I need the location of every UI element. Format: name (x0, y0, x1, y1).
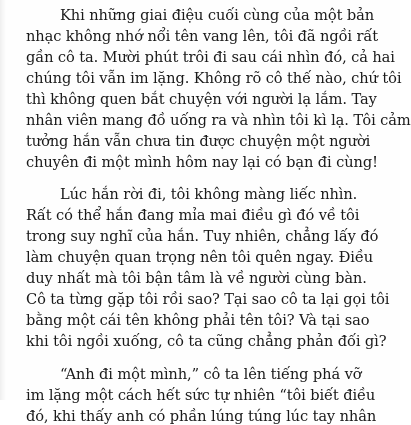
text-line: Khi những giai điệu cuối cùng của một bản (60, 7, 375, 24)
text-line: Rất có thể hắn đang mỉa mai điều gì đó về tôi (26, 207, 360, 224)
text-line: làm chuyện quan trọng nên tôi quên ngay. Điều (26, 249, 374, 266)
text-line: duy nhất mà tôi bận tâm là về người cùng bàn. (26, 270, 367, 287)
text-line: bằng một cái tên không phải tên tôi? Và tại sao (26, 312, 370, 329)
text-line: trong suy nghĩ của hắn. Tuy nhiên, chẳng lấy đó (26, 228, 379, 245)
text-line: im lặng một cách hết sức tự nhiên “tôi biết điều (26, 387, 376, 404)
text-line: nhạc không nhớ nổi tên vang lên, tôi đã ngồi rất (26, 28, 379, 45)
page-edge-shadow (0, 0, 6, 400)
text-line: thì không quen bắt chuyện với người lạ lắm. Tay (26, 91, 377, 108)
text-line: Lúc hắn rời đi, tôi không màng liếc nhìn. (60, 186, 358, 203)
text-line: khi tôi ngồi xuống, cô ta cũng chẳng phản đối gì? (26, 333, 387, 350)
text-line: tưởng hắn vẫn chưa tin được chuyện một người (26, 133, 371, 150)
text-line: chuyên đi một mình hôm nay lại có bạn đi cùng! (26, 154, 378, 171)
text-line: Cô ta từng gặp tôi rồi sao? Tại sao cô ta lại gọi tôi (26, 291, 390, 308)
text-line: gần cô ta. Mười phút trôi đi sau cái nhìn đó, cả hai (26, 49, 395, 66)
text-line: đó, khi thấy anh có phần lúng túng lúc tay nhân (26, 408, 377, 425)
text-line: “Anh đi một mình,” cô ta lên tiếng phá vỡ (60, 366, 362, 383)
text-line: chúng tôi vẫn im lặng. Không rõ cô thế nào, chứ tôi (26, 70, 402, 87)
text-line: nhân viên mang đồ uống ra và nhìn tôi kì lạ. Tôi cảm (26, 112, 411, 129)
